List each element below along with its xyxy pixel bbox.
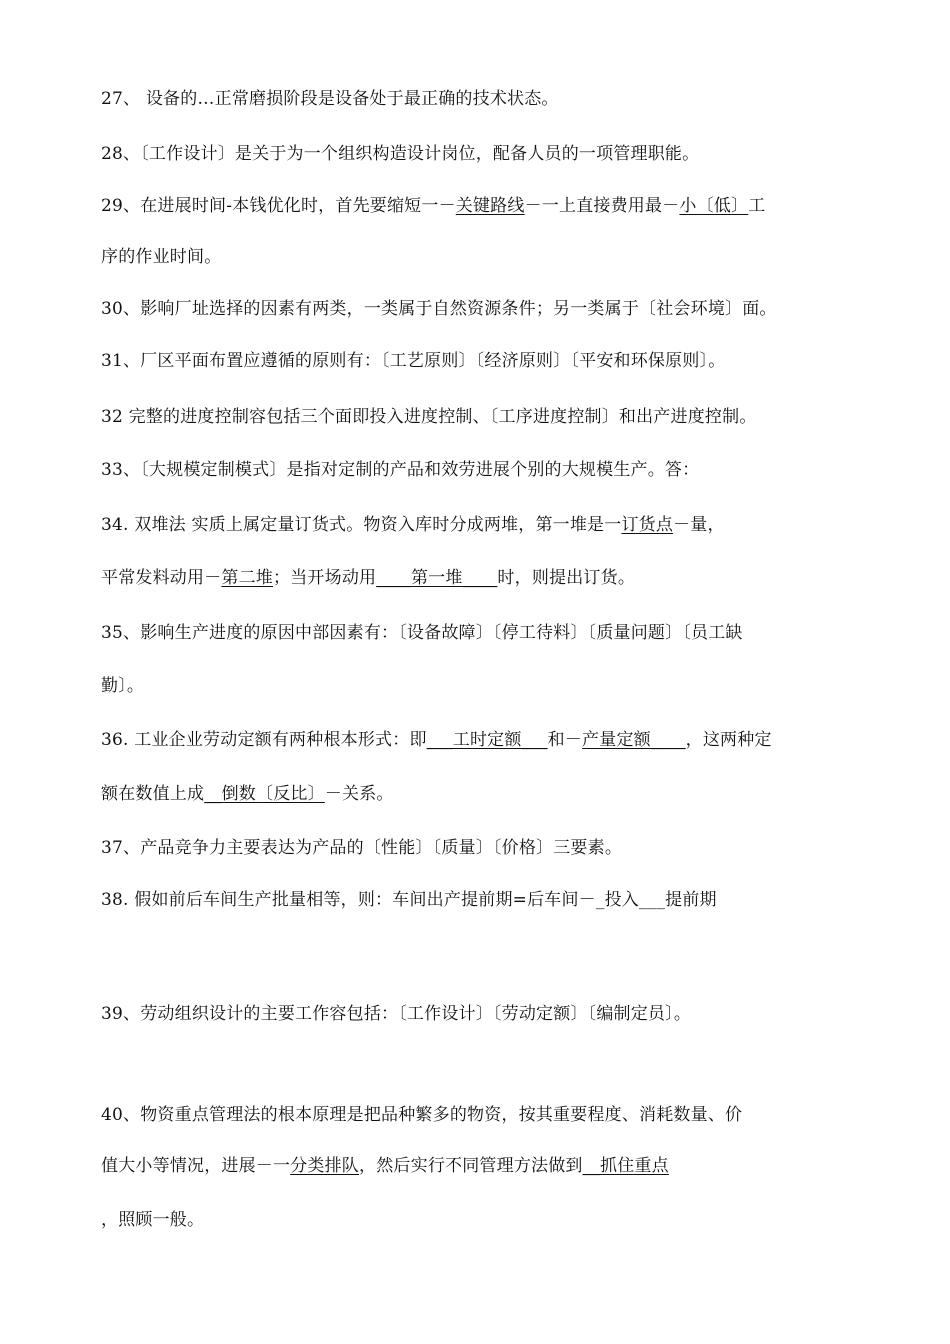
text-line: [101, 889, 717, 911]
text-line: [101, 567, 635, 589]
text-line: [101, 729, 772, 751]
underlined-answer: 分类排队: [290, 1156, 360, 1176]
text-line: [101, 675, 144, 697]
text-segment: 29、在进展时间-本钱优化时，首先要缩短一－: [101, 196, 456, 216]
text-segment: 额在数值上成: [101, 784, 205, 804]
text-line: [101, 459, 699, 481]
text-segment: 31、厂区平面布置应遵循的原则有：〔工艺原则〕〔经济原则〕〔平安和环保原则〕。: [101, 351, 726, 371]
text-segment: 39、劳动组织设计的主要工作容包括：〔工作设计〕〔劳动定额〕〔编制定员〕。: [101, 1004, 692, 1024]
text-line: [101, 350, 725, 372]
underlined-answer: ____第一堆____: [376, 568, 498, 588]
underlined-answer: 第二堆: [221, 568, 274, 588]
text-segment: －量，: [673, 515, 725, 535]
underlined-answer: 小〔低〕: [679, 196, 749, 216]
text-segment: 32 完整的进度控制容包括三个面即投入进度控制、〔工序进度控制〕和出产进度控制。: [101, 407, 757, 427]
underlined-answer: __抓住重点: [582, 1156, 669, 1176]
text-segment: 和－: [547, 730, 583, 750]
text-line: [101, 783, 394, 805]
text-segment: 36. 工业企业劳动定额有两种根本形式：即: [101, 730, 427, 750]
text-segment: －一上直接费用最－: [524, 196, 680, 216]
text-line: [101, 837, 622, 859]
underlined-answer: 产量定额____: [582, 730, 686, 750]
text-line: [101, 195, 765, 217]
text-segment: 工: [748, 196, 766, 216]
text-segment: 38. 假如前后车间生产批量相等，则：车间出产提前期=后车间－_投入___提前期: [101, 890, 717, 910]
text-segment: －关系。: [324, 784, 394, 804]
text-line: [101, 1003, 691, 1025]
text-line: [101, 622, 743, 644]
underlined-answer: ___工时定额___: [426, 730, 548, 750]
underlined-answer: 订货点: [621, 515, 674, 535]
text-segment: ，照顾一般。: [101, 1210, 205, 1230]
text-segment: 35、影响生产进度的原因中部因素有：〔设备故障〕〔停工待料〕〔质量问题〕〔员工缺: [101, 623, 743, 643]
text-segment: 勤〕。: [101, 676, 145, 696]
text-line: [101, 1155, 669, 1177]
text-line: [101, 298, 777, 320]
text-segment: 时，则提出订货。: [497, 568, 636, 588]
text-segment: 40、物资重点管理法的根本原理是把品种繁多的物资，按其重要程度、消耗数量、价: [101, 1105, 743, 1125]
text-segment: 27、 设备的…正常磨损阶段是设备处于最正确的技术状态。: [101, 89, 559, 109]
text-line: [101, 143, 699, 165]
text-line: [101, 1104, 742, 1126]
text-segment: 平常发料动用－: [101, 568, 222, 588]
text-line: [101, 406, 757, 428]
text-segment: ，这两种定: [685, 730, 772, 750]
text-line: [101, 1209, 204, 1231]
text-segment: 37、产品竞争力主要表达为产品的〔性能〕〔质量〕〔价格〕三要素。: [101, 838, 623, 858]
text-line: [101, 514, 725, 536]
text-line: [101, 246, 221, 268]
text-segment: ，然后实行不同管理方法做到: [359, 1156, 583, 1176]
text-segment: 30、影响厂址选择的因素有两类，一类属于自然资源条件；另一类属于〔社会环境〕面。: [101, 299, 777, 319]
text-segment: 值大小等情况，进展－一: [101, 1156, 291, 1176]
text-segment: 序的作业时间。: [101, 247, 222, 267]
text-line: [101, 88, 559, 110]
underlined-answer: 关键路线: [455, 196, 525, 216]
text-segment: 34. 双堆法 实质上属定量订货式。物资入库时分成两堆，第一堆是一: [101, 515, 622, 535]
text-segment: 33、〔大规模定制模式〕是指对定制的产品和效劳进展个别的大规模生产。答：: [101, 460, 700, 480]
underlined-answer: __倒数〔反比〕: [204, 784, 325, 804]
text-segment: 28、〔工作设计〕是关于为一个组织构造设计岗位，配备人员的一项管理职能。: [101, 144, 700, 164]
text-segment: ；当开场动用: [273, 568, 377, 588]
